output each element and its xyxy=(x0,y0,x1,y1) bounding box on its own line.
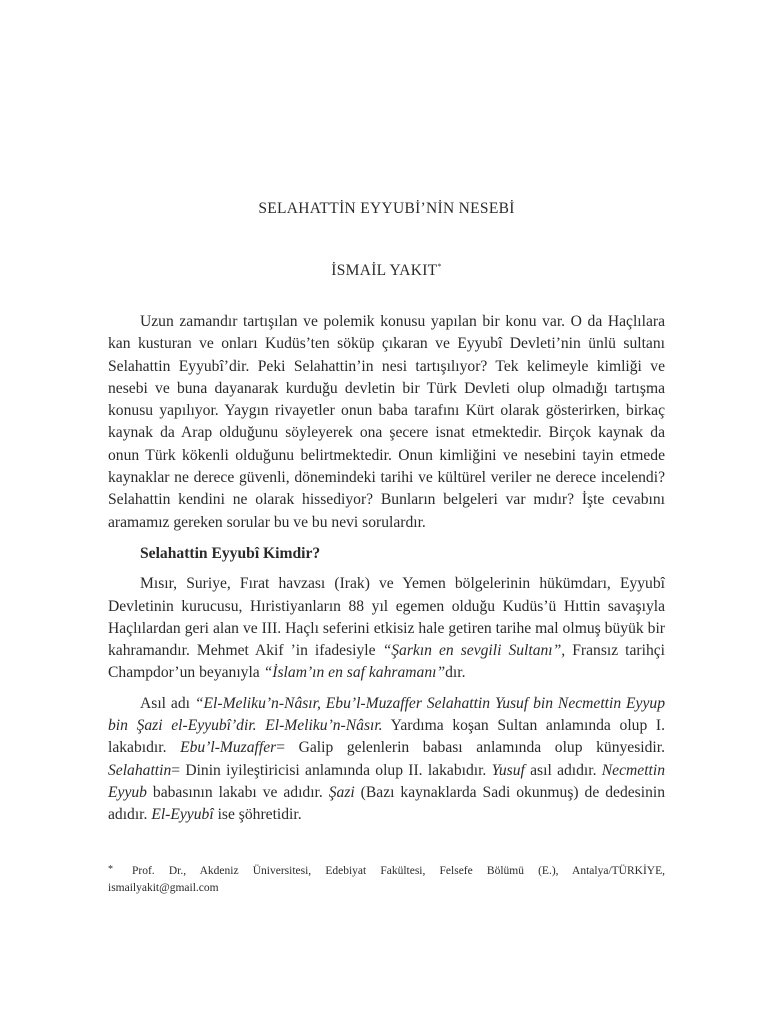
p3-segment: babasının lakabı ve adıdır. xyxy=(146,783,329,801)
article-title: SELAHATTİN EYYUBİ’NİN NESEBİ xyxy=(258,200,515,217)
paragraph-2-end: dır. xyxy=(445,664,466,682)
article-body xyxy=(108,311,665,827)
paragraph-3 xyxy=(108,693,665,827)
author-name: İSMAİL YAKIT xyxy=(331,262,438,279)
author-footnote-mark: * xyxy=(437,262,442,271)
p3-segment: = Galip gelenlerin babası anlamında olup künyesidir. xyxy=(276,739,665,757)
p3-segment: ise şöhretidir. xyxy=(213,806,302,824)
author-line xyxy=(108,262,665,280)
paragraph-2-mid: Fransız tarihçi Champdor’un beyanıyla xyxy=(108,642,665,682)
paragraph-2-text: Mısır, Suriye, Fırat havzası (Irak) ve Yemen bölgelerinin hükümdarı, Eyyubî Devletinin kurucusu, Hıristiyanların 88 yıl egemen olduğu Kudüs’ü Hıttin savaşıyla Haçlılardan geri alan ve III. Haçlı seferini etkisiz hale getiren tarihe mal olmuş büyük bir kahramandır. Mehmet Akif ’in ifadesiyle xyxy=(108,575,665,660)
p3-term: El-Eyyubî xyxy=(151,806,214,824)
p3-segment: Asıl adı xyxy=(140,694,195,712)
footnote-text: Prof. Dr., Akdeniz Üniversitesi, Edebiyat Fakültesi, Felsefe Bölümü (E.), Antalya/TÜRKİYE, ismailyakit@gmail.com xyxy=(108,865,665,894)
paragraph-2 xyxy=(108,573,665,684)
p3-term: Necmettin Eyyub xyxy=(108,761,665,801)
p3-segment: asıl adıdır. xyxy=(524,761,602,779)
p3-term: Şazi xyxy=(328,783,355,801)
p3-segment: (Bazı kaynaklarda Sadi okunmuş) de dedesinin adıdır. xyxy=(108,783,665,824)
quote-kahraman: “İslam’ın en saf kahramanı” xyxy=(263,664,446,682)
intro-paragraph: Uzun zamandır tartışılan ve polemik konusu yapılan bir konu var. O da Haçlılara kan kusturan ve onları Kudüs’ten söküp çıkaran ve Eyyubî Devleti’nin ünlü sultanı Selahattin Eyyubî’dir. Peki Selahattin’in nesi tartışılıyor? Tek kelimeyle kimliği ve nesebi ve buna dayanarak kurduğu devletin bir Türk Devleti olup olmadığı tartışma konusu yapılıyor. Yaygın rivayetler onun baba tarafını Kürt olarak gösterirken, birkaç kaynak da Arap olduğunu söyleyerek ona şecere isnat etmektedir. Birçok kaynak da onun Türk kökenli olduğunu belirtmektedir. Onun kimliğini ve nesebini tayin etmede kaynaklar ne derece güvenli, dönemindeki tarihi ve kültürel veriler ne derece incelendi? Selahattin kendini ne olarak hissediyor? Bunların belgeleri var mıdır? İşte cevabını aramamız gereken sorular bu ve bu nevi sorulardır. xyxy=(108,313,665,531)
footnote xyxy=(108,861,665,897)
p3-segment: = Dinin iyileştiricisi anlamında olup II. lakabıdır. xyxy=(171,761,492,779)
quote-sultan: “Şarkın en sevgili Sultanı”, xyxy=(382,642,566,660)
p3-term: Yusuf xyxy=(491,761,525,779)
p3-segment: Yardıma koşan Sultan anlamında olup I. lakabıdır. xyxy=(108,717,665,757)
section-heading: Selahattin Eyyubî Kimdir? xyxy=(140,544,321,562)
p3-term: Selahattin xyxy=(108,761,172,779)
p3-term: Ebu’l-Muzaffer xyxy=(180,739,277,757)
p3-full-name: “El-Meliku’n-Nâsır, Ebu’l-Muzaffer Selahattin Yusuf bin Necmettin Eyyup bin Şazi el-Eyyubî’dir. El-Meliku’n-Nâsır. xyxy=(108,694,665,735)
footnote-mark: * xyxy=(108,864,113,875)
